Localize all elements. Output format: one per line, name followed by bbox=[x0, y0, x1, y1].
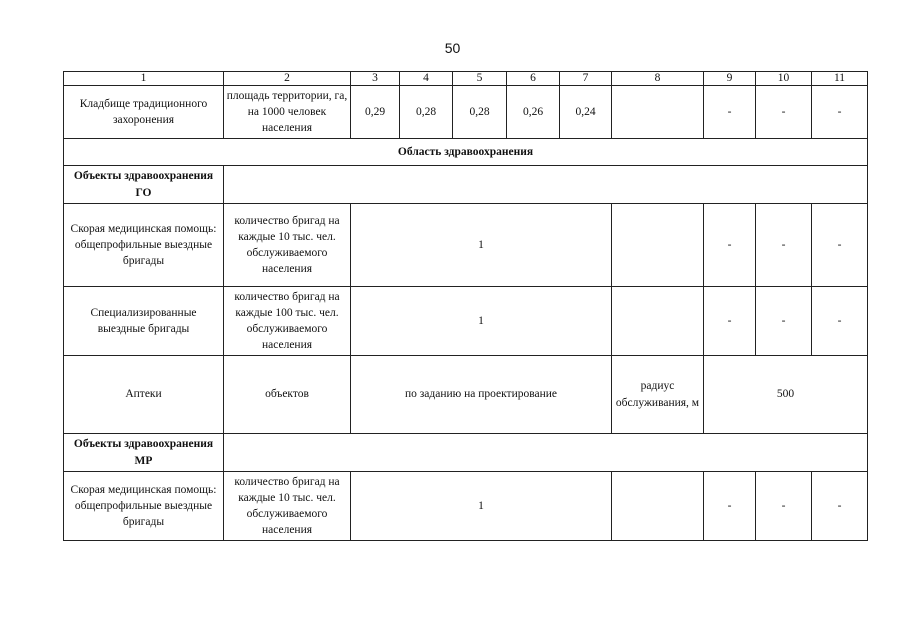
value-cell: 1 bbox=[351, 472, 612, 541]
value-cell: - bbox=[704, 287, 756, 356]
table-row-cemetery bbox=[64, 86, 868, 139]
table-row-ambulance-go bbox=[64, 204, 868, 287]
object-name: Скорая медицинская помощь: общепрофильные выездные бригады bbox=[64, 472, 224, 541]
value-cell: 0,29 bbox=[351, 86, 400, 139]
col-header: 1 bbox=[64, 72, 224, 86]
object-name: Специализированные выездные бригады bbox=[64, 287, 224, 356]
value-cell: по заданию на проектирование bbox=[351, 356, 612, 434]
section-title: Область здравоохранения bbox=[64, 139, 868, 166]
value-cell: 0,26 bbox=[507, 86, 560, 139]
table-row-pharmacies bbox=[64, 356, 868, 434]
value-cell: 500 bbox=[704, 356, 868, 434]
value-cell: - bbox=[756, 287, 812, 356]
column-number-row bbox=[64, 72, 868, 86]
value-cell: - bbox=[756, 472, 812, 541]
table-row-ambulance-mr bbox=[64, 472, 868, 541]
col-header: 9 bbox=[704, 72, 756, 86]
value-cell: радиус обслуживания, м bbox=[612, 356, 704, 434]
page-number: 50 bbox=[444, 40, 461, 56]
value-cell: 0,28 bbox=[453, 86, 507, 139]
value-cell: 1 bbox=[351, 287, 612, 356]
value-cell: - bbox=[704, 204, 756, 287]
empty-cell bbox=[224, 434, 868, 472]
value-cell: - bbox=[704, 472, 756, 541]
value-cell: - bbox=[812, 204, 868, 287]
col-header: 8 bbox=[612, 72, 704, 86]
col-header: 6 bbox=[507, 72, 560, 86]
value-cell: - bbox=[756, 86, 812, 139]
col-header: 10 bbox=[756, 72, 812, 86]
col-header: 11 bbox=[812, 72, 868, 86]
col-header: 2 bbox=[224, 72, 351, 86]
col-header: 7 bbox=[560, 72, 612, 86]
object-name: Аптеки bbox=[64, 356, 224, 434]
object-name: Кладбище традиционного захоронения bbox=[64, 86, 224, 139]
col-header: 5 bbox=[453, 72, 507, 86]
value-cell: - bbox=[812, 287, 868, 356]
value-cell bbox=[612, 287, 704, 356]
indicator: объектов bbox=[224, 356, 351, 434]
empty-cell bbox=[224, 166, 868, 204]
value-cell bbox=[612, 472, 704, 541]
value-cell: - bbox=[812, 472, 868, 541]
value-cell: - bbox=[704, 86, 756, 139]
group-row-go bbox=[64, 166, 868, 204]
group-row-mr bbox=[64, 434, 868, 472]
standards-table bbox=[63, 71, 868, 541]
value-cell: 1 bbox=[351, 204, 612, 287]
col-header: 4 bbox=[400, 72, 453, 86]
value-cell: - bbox=[756, 204, 812, 287]
value-cell bbox=[612, 204, 704, 287]
indicator: площадь территории, га, на 1000 человек населения bbox=[224, 86, 351, 139]
value-cell bbox=[612, 86, 704, 139]
col-header: 3 bbox=[351, 72, 400, 86]
indicator: количество бригад на каждые 10 тыс. чел. обслуживаемого населения bbox=[224, 472, 351, 541]
table-row-specialized bbox=[64, 287, 868, 356]
indicator: количество бригад на каждые 100 тыс. чел. обслуживаемого населения bbox=[224, 287, 351, 356]
group-title: Объекты здравоохранения ГО bbox=[64, 166, 224, 204]
indicator: количество бригад на каждые 10 тыс. чел. обслуживаемого населения bbox=[224, 204, 351, 287]
section-row bbox=[64, 139, 868, 166]
group-title: Объекты здравоохранения МР bbox=[64, 434, 224, 472]
value-cell: - bbox=[812, 86, 868, 139]
value-cell: 0,28 bbox=[400, 86, 453, 139]
object-name: Скорая медицинская помощь: общепрофильные выездные бригады bbox=[64, 204, 224, 287]
value-cell: 0,24 bbox=[560, 86, 612, 139]
